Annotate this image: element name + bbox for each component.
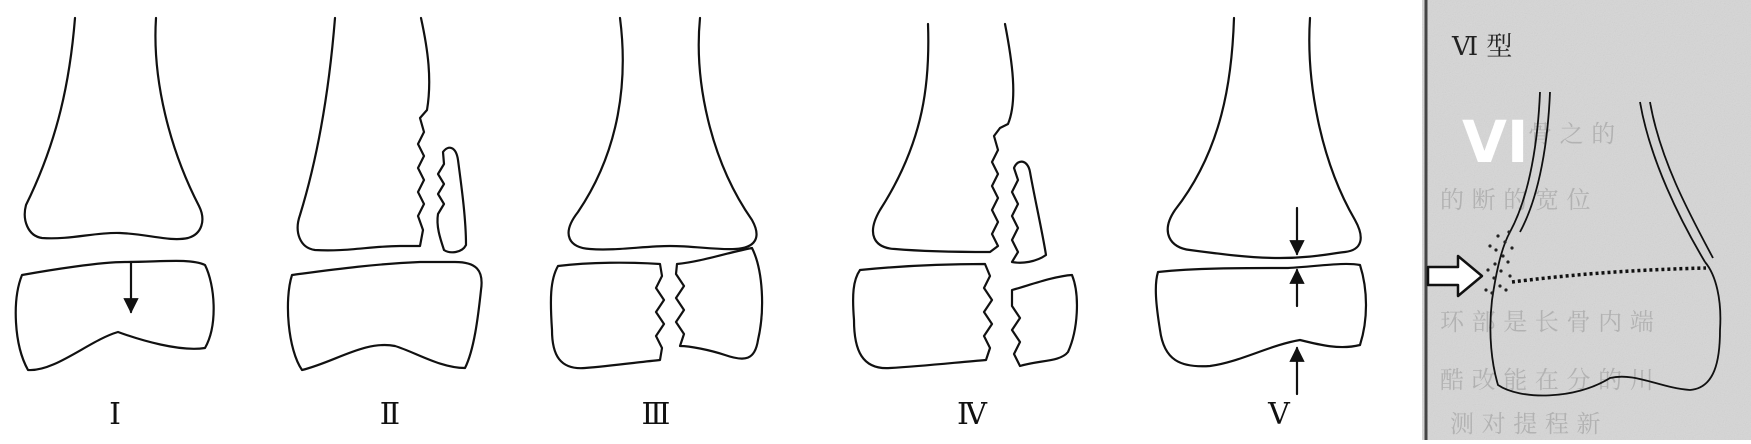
type-5-metaphysis bbox=[1168, 18, 1361, 258]
bleed-text-2: 的 断 的 宽 位 bbox=[1440, 186, 1591, 214]
type-1-label: Ⅰ bbox=[109, 397, 121, 432]
bleed-text-3: 环 部 是 长 骨 内 端 bbox=[1440, 308, 1654, 336]
type-3-epiphysis-right bbox=[676, 248, 762, 359]
type-1-metaphysis bbox=[25, 18, 203, 239]
type-4-fragment bbox=[1012, 162, 1046, 263]
type-1-diagram bbox=[16, 18, 214, 370]
type-5-label: Ⅴ bbox=[1268, 397, 1290, 432]
type-4-metaphysis bbox=[873, 24, 1013, 252]
watermark-text: VI bbox=[1462, 108, 1529, 176]
type-2-diagram bbox=[288, 18, 482, 370]
bleed-text-5: 测 对 提 程 新 bbox=[1450, 410, 1601, 438]
type-3-epiphysis-left bbox=[551, 263, 664, 368]
bleed-text-4: 酷 改 能 在 分 的 川 bbox=[1440, 366, 1654, 394]
type-2-metaphysis bbox=[298, 18, 430, 250]
type-5-diagram bbox=[1156, 18, 1366, 394]
type-4-epiphysis-left bbox=[853, 264, 992, 368]
type-2-metaphyseal-fragment bbox=[437, 148, 466, 253]
type-2-label: Ⅱ bbox=[379, 397, 401, 432]
type-2-epiphysis bbox=[288, 262, 482, 370]
bleed-text-1: 骨 之 的 bbox=[1528, 120, 1616, 148]
type-3-metaphysis bbox=[569, 18, 757, 249]
type-1-epiphysis bbox=[16, 261, 214, 370]
type-4-label: Ⅳ bbox=[957, 397, 987, 432]
type-4-diagram bbox=[853, 24, 1077, 368]
type-3-diagram bbox=[551, 18, 762, 368]
type-3-label: Ⅲ bbox=[641, 397, 671, 432]
type-5-epiphysis bbox=[1156, 264, 1366, 366]
type-4-epiphysis-right bbox=[1012, 275, 1077, 366]
type-6-scanned-panel bbox=[1422, 0, 1751, 440]
type-6-title: Ⅵ 型 bbox=[1452, 32, 1513, 62]
